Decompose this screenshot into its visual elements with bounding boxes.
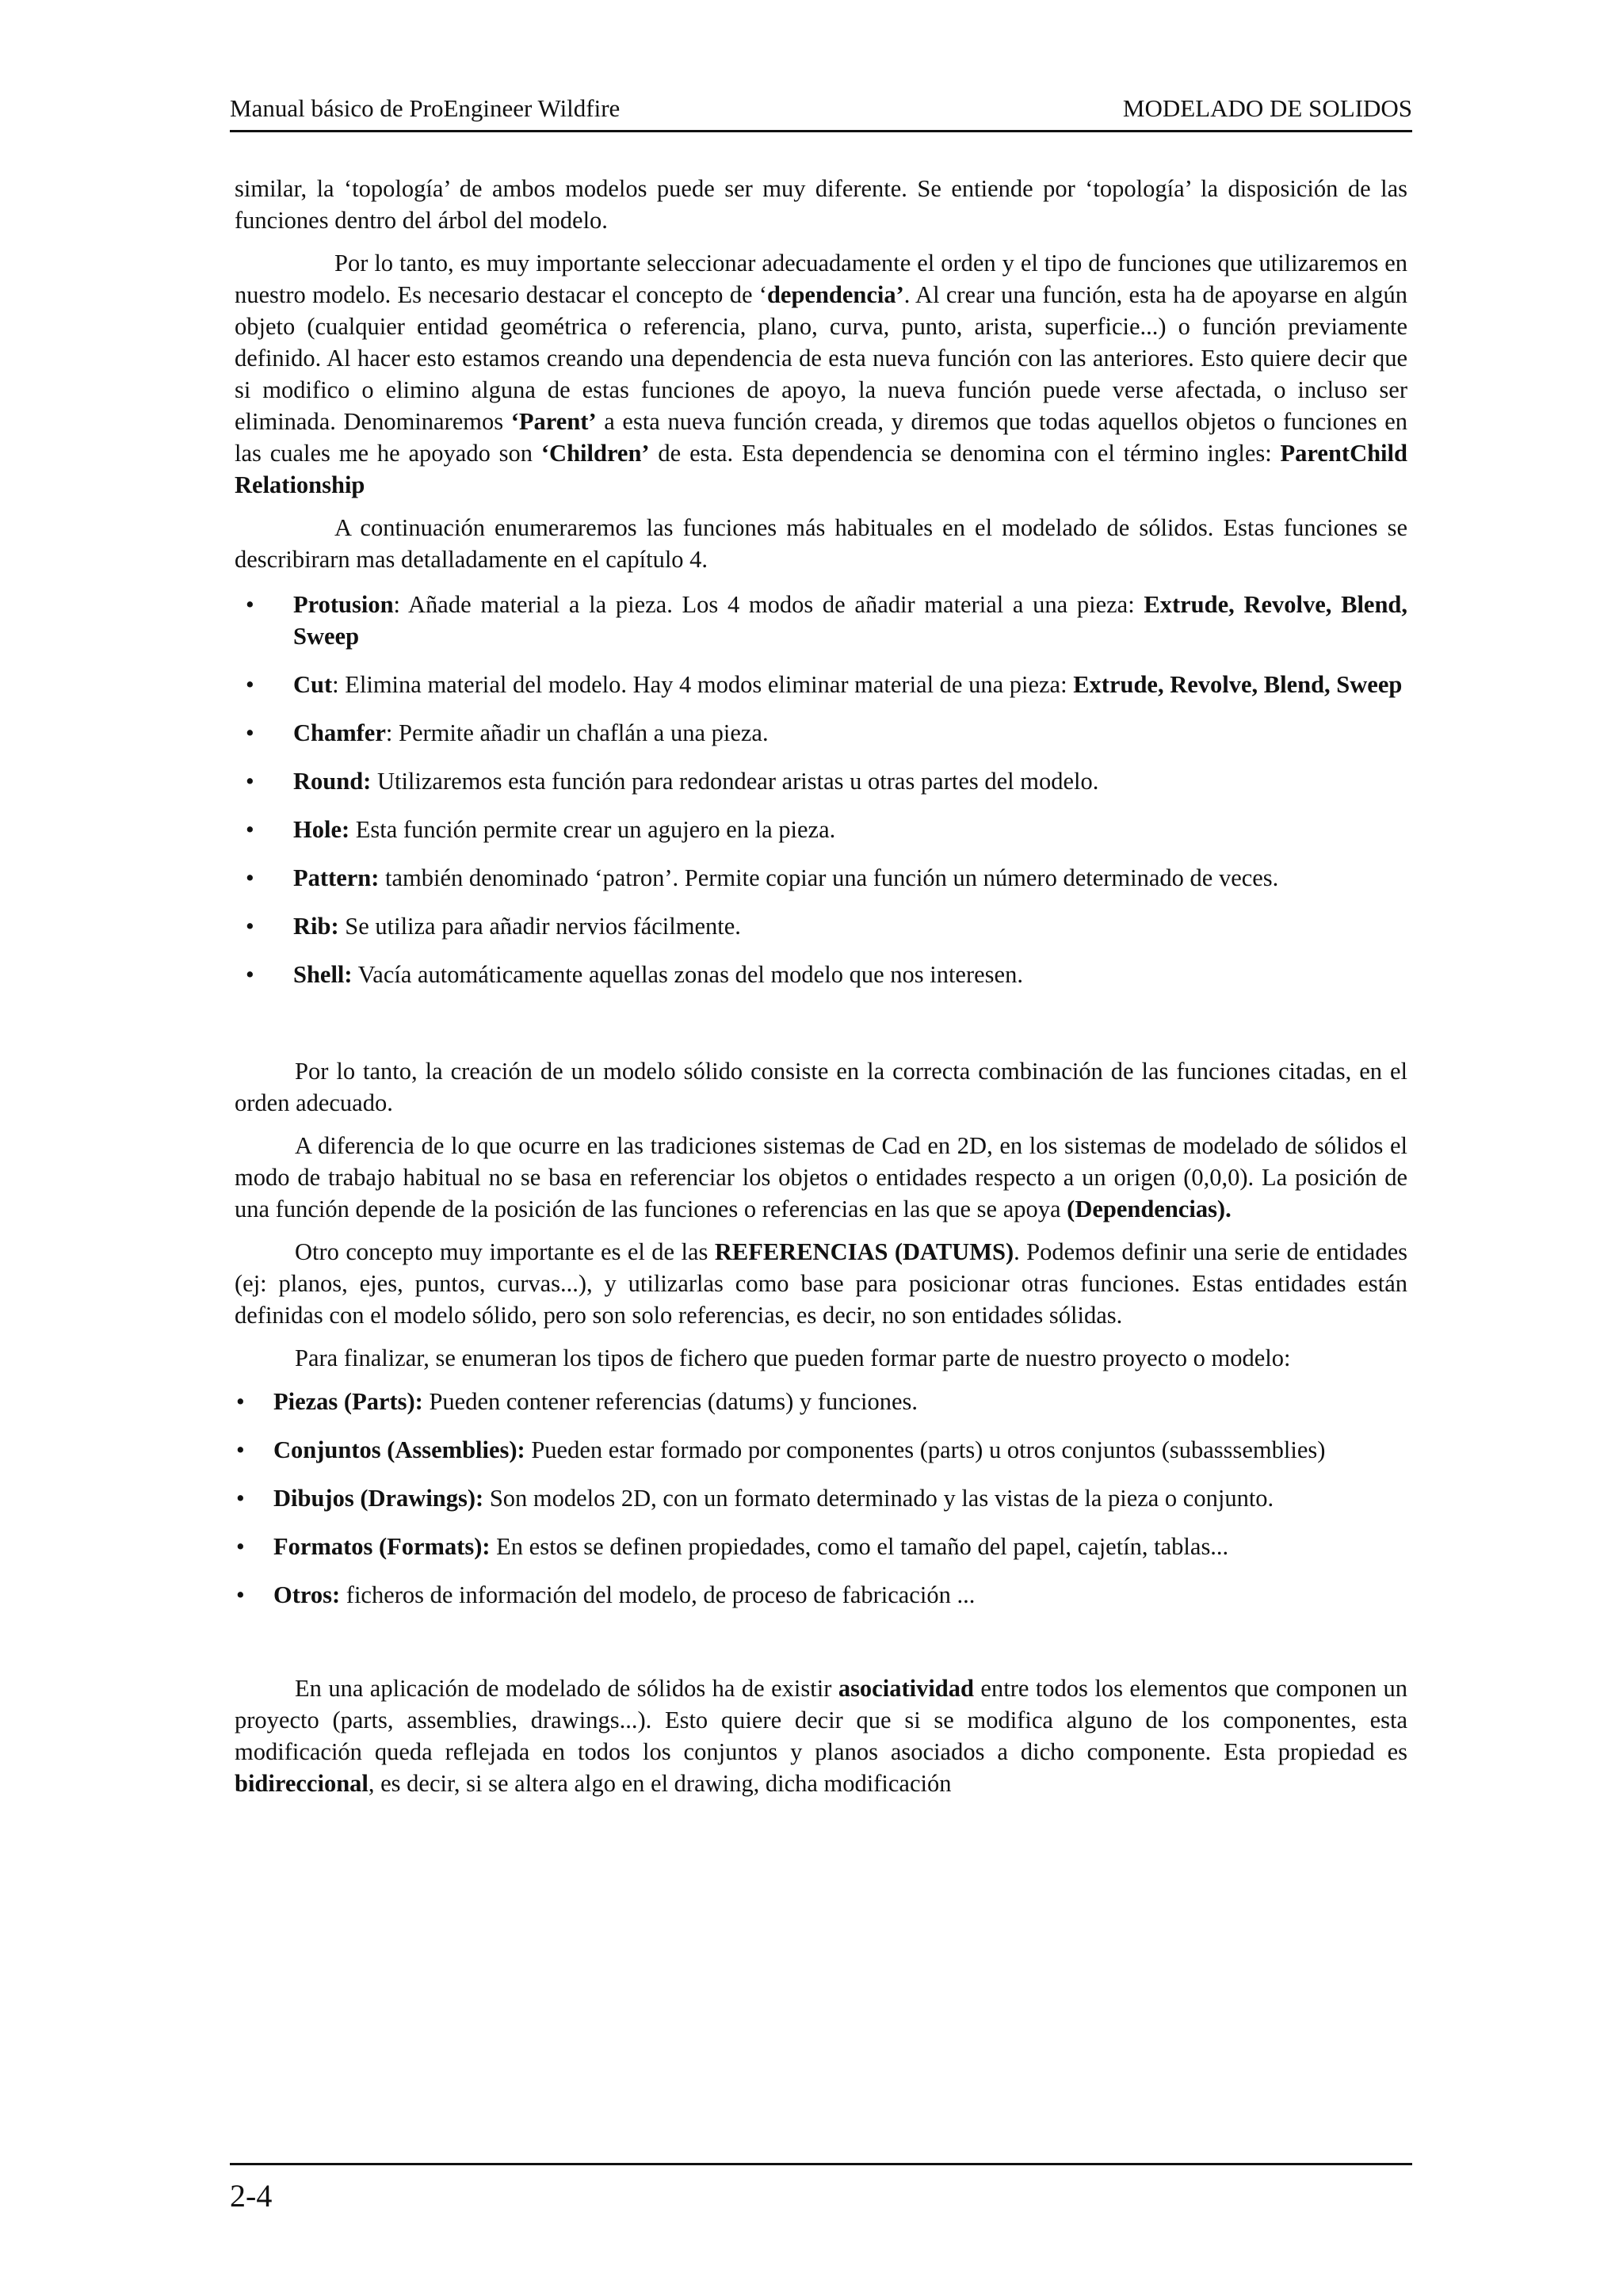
list-item	[235, 910, 1407, 942]
filetype-desc: Pueden contener referencias (datums) y funciones.	[422, 1388, 918, 1415]
list-item	[235, 1482, 1407, 1514]
text-run: a esta nueva función creada, y diremos que todas aquellos objetos o funciones en las cuales me he apoyado son	[235, 408, 1408, 467]
bold-term-parentchild: ParentChild Relationship	[235, 440, 1407, 498]
text-run: En una aplicación de modelado de sólidos ha de existir	[295, 1675, 838, 1702]
text-run: de esta. Esta dependencia se denomina con el término ingles:	[649, 440, 1281, 467]
paragraph-referencias	[235, 1236, 1407, 1331]
paragraph-topologia: similar, la ‘topología’ de ambos modelos puede ser muy diferente. Se entiende por ‘topología’ la disposición de las funciones dentro del árbol del modelo.	[235, 175, 1407, 234]
filetype-term: Otros:	[273, 1581, 341, 1608]
list-item	[235, 589, 1407, 652]
paragraph-funciones-intro: A continuación enumeraremos las funciones más habituales en el modelado de sólidos. Estas funciones se describirarn mas detalladamente en el capítulo 4.	[235, 514, 1407, 573]
bold-term-dependencia: dependencia’	[766, 281, 904, 308]
list-item	[235, 1434, 1407, 1466]
bullet: •	[246, 591, 254, 618]
text-run: entre todos los elementos que componen un proyecto (parts, assemblies, drawings...). Esto quiere decir que si se modifica alguno de los componentes, esta modificación queda reflejada en todos los conjuntos y planos asociados a dicho componente. Esta propiedad es	[235, 1675, 1407, 1765]
function-desc: también denominado ‘patron’. Permite copiar una función un número determinado de veces.	[379, 864, 1279, 891]
function-term: Round:	[293, 768, 372, 795]
paragraph-dependencia	[235, 247, 1407, 501]
bullet: •	[246, 671, 254, 698]
bullet: •	[236, 1436, 245, 1463]
bold-term-dependencias: (Dependencias).	[1067, 1196, 1232, 1222]
filetype-term: Piezas (Parts):	[273, 1388, 423, 1415]
header-rule	[230, 130, 1412, 132]
filetype-desc: En estos se definen propiedades, como el tamaño del papel, cajetín, tablas...	[490, 1533, 1229, 1560]
bold-term-asociatividad: asociatividad	[838, 1675, 974, 1702]
list-item	[235, 1579, 1407, 1611]
bullet: •	[246, 816, 254, 843]
filetype-desc: Son modelos 2D, con un formato determinado y las vistas de la pieza o conjunto.	[483, 1485, 1274, 1512]
function-desc: Se utiliza para añadir nervios fácilmente.	[338, 913, 741, 940]
function-desc: : Añade material a la pieza. Los 4 modos de añadir material a una pieza:	[393, 591, 1144, 618]
functions-list	[235, 589, 1407, 990]
bullet: •	[246, 768, 254, 795]
list-item	[235, 814, 1407, 845]
page-header	[230, 93, 1412, 124]
list-item	[235, 669, 1407, 700]
paragraph-combinacion: Por lo tanto, la creación de un modelo sólido consiste en la correcta combinación de las funciones citadas, en el orden adecuado.	[235, 1058, 1407, 1116]
bullet: •	[246, 864, 254, 891]
text-run: A diferencia de lo que ocurre en las tradiciones sistemas de Cad en 2D, en los sistemas de modelado de sólidos el modo de trabajo habitual no se basa en referenciar los objetos o entidades respecto a un origen (0,0,0). La posición de una función depende de la posición de las funciones o referencias en las que se apoya	[235, 1132, 1407, 1222]
bullet: •	[236, 1388, 245, 1415]
page-number: 2-4	[230, 2178, 273, 2214]
bullet: •	[246, 961, 254, 988]
bold-term-bidireccional: bidireccional	[235, 1770, 369, 1797]
list-item	[235, 765, 1407, 797]
function-desc: Vacía automáticamente aquellas zonas del modelo que nos interesen.	[352, 961, 1023, 988]
bold-term-parent: ‘Parent’	[510, 408, 597, 435]
function-term: Protusion	[293, 591, 394, 618]
list-item	[235, 1531, 1407, 1562]
filetype-term: Conjuntos (Assemblies):	[273, 1436, 525, 1463]
bullet: •	[236, 1533, 245, 1560]
text-run: . Podemos definir una serie de entidades (ej: planos, ejes, puntos, curvas...), y utilizarlas como base para posicionar otras funciones. Estas entidades están definidas con el modelo sólido, pero son solo referencias, es decir, no son entidades sólidas.	[235, 1238, 1407, 1329]
bullet: •	[246, 719, 254, 746]
function-modes: Extrude, Revolve, Blend, Sweep	[293, 591, 1408, 650]
function-term: Pattern:	[293, 864, 380, 891]
paragraph-asociatividad	[235, 1672, 1407, 1799]
bullet: •	[236, 1485, 245, 1512]
list-item	[235, 1386, 1407, 1417]
function-desc: Utilizaremos esta función para redondear aristas u otras partes del modelo.	[371, 768, 1099, 795]
bold-term-children: ‘Children’	[540, 440, 650, 467]
list-item	[235, 862, 1407, 894]
list-item	[235, 959, 1407, 990]
function-term: Shell:	[293, 961, 353, 988]
filetype-term: Formatos (Formats):	[273, 1533, 491, 1560]
function-desc: : Elimina material del modelo. Hay 4 modos eliminar material de una pieza:	[332, 671, 1074, 698]
bold-term-datums: REFERENCIAS (DATUMS)	[714, 1238, 1014, 1265]
function-term: Chamfer	[293, 719, 386, 746]
function-term: Rib:	[293, 913, 339, 940]
list-item	[235, 717, 1407, 749]
function-desc: Esta función permite crear un agujero en la pieza.	[349, 816, 836, 843]
filetype-desc: Pueden estar formado por componentes (parts) u otros conjuntos (subasssemblies)	[525, 1436, 1326, 1463]
paragraph-tipos-fichero: Para finalizar, se enumeran los tipos de fichero que pueden formar parte de nuestro proyecto o modelo:	[295, 1344, 1291, 1371]
bullet: •	[246, 913, 254, 940]
text-run: . Al crear una función, esta ha de apoyarse en algún objeto (cualquier entidad geométrica o referencia, plano, curva, punto, arista, superficie...) o función previamente definido. Al hacer esto estamos creando una dependencia de esta nueva función con las anteriores. Esto quiere decir que si modifico o elimino alguna de estas funciones de apoyo, la nueva función puede verse afectada, o incluso ser eliminada. Denominaremos	[235, 281, 1407, 435]
page-body	[235, 173, 1407, 1799]
function-modes: Extrude, Revolve, Blend, Sweep	[1073, 671, 1403, 698]
function-desc: : Permite añadir un chaflán a una pieza.	[385, 719, 769, 746]
paragraph-cad-2d	[235, 1130, 1407, 1225]
section-title: MODELADO DE SOLIDOS	[1122, 94, 1412, 122]
text-run: Por lo tanto, es muy importante seleccionar adecuadamente el orden y el tipo de funciones que utilizaremos en nuestro modelo. Es necesario destacar el concepto de ‘	[235, 250, 1407, 308]
text-run: Otro concepto muy importante es el de las	[295, 1238, 715, 1265]
bullet: •	[236, 1581, 245, 1608]
footer-rule	[230, 2163, 1412, 2165]
function-term: Hole:	[293, 816, 350, 843]
text-run: , es decir, si se altera algo en el drawing, dicha modificación	[368, 1770, 952, 1797]
filetype-term: Dibujos (Drawings):	[273, 1485, 484, 1512]
function-term: Cut	[293, 671, 333, 698]
filetype-desc: ficheros de información del modelo, de proceso de fabricación ...	[340, 1581, 976, 1608]
manual-title: Manual básico de ProEngineer Wildfire	[230, 94, 621, 122]
filetypes-list	[235, 1386, 1407, 1611]
